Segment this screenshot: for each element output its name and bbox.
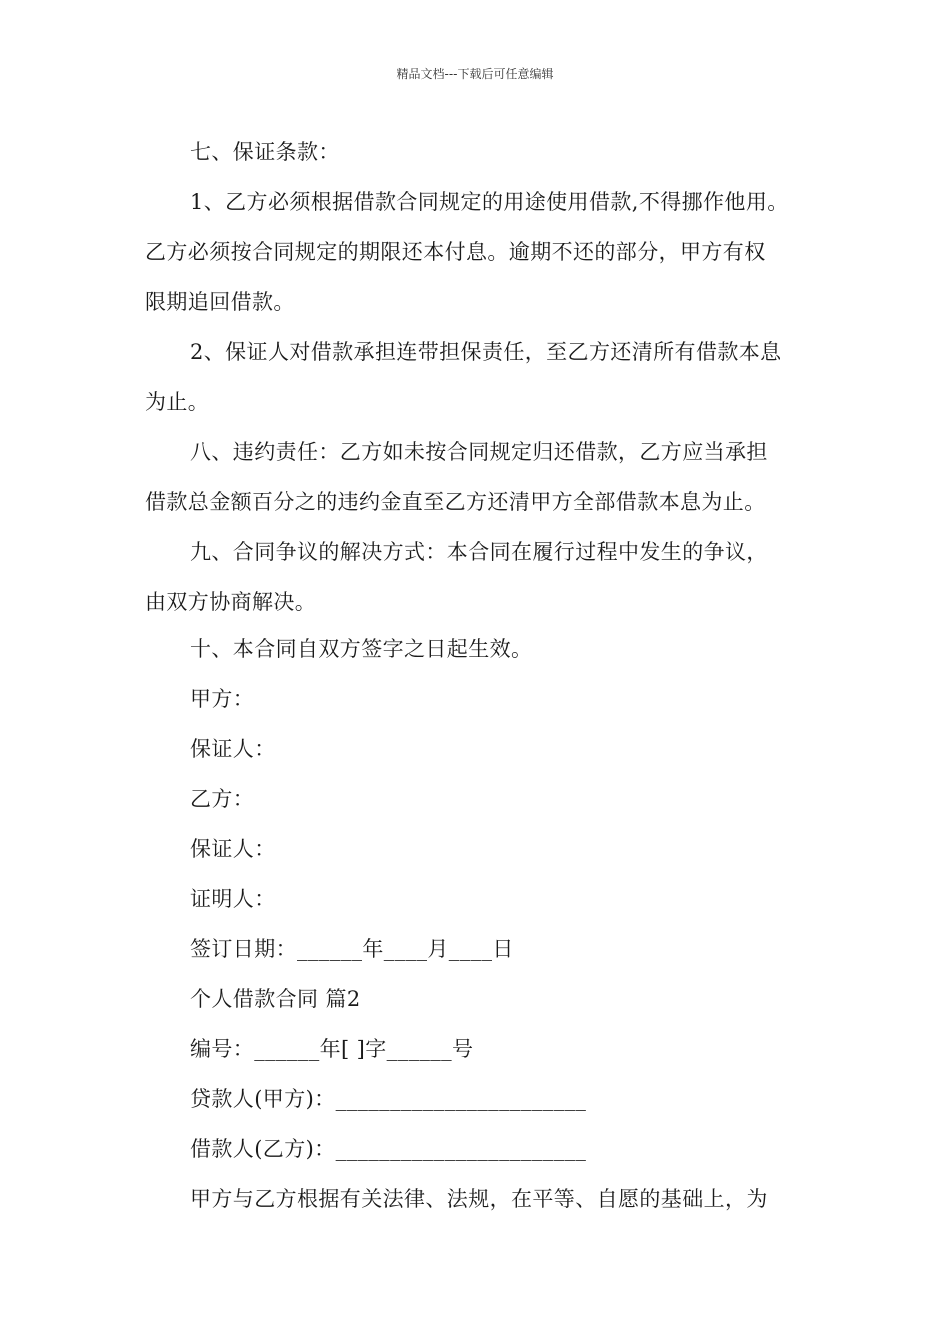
page-header-note: 精品文档---下载后可任意编辑 [396,67,554,81]
contract-number: 编号：______年[ ]字______号 [190,1037,474,1061]
clause-7-1-line-2: 乙方必须按合同规定的期限还本付息。逾期不还的部分，甲方有权 [145,240,766,264]
signature-guarantor-2: 保证人： [190,837,276,861]
signature-witness: 证明人： [190,887,276,911]
signature-guarantor-1: 保证人： [190,737,276,761]
preamble-line-1: 甲方与乙方根据有关法律、法规，在平等、自愿的基础上，为 [190,1187,768,1211]
clause-7-1-line-3: 限期追回借款。 [145,290,295,314]
section-9-line-1: 九、合同争议的解决方式：本合同在履行过程中发生的争议， [190,540,768,564]
clause-7-1-line-1: 1、乙方必须根据借款合同规定的用途使用借款,不得挪作他用。 [190,190,789,214]
clause-7-2-line-2: 为止。 [145,390,210,414]
section-8-line-1: 八、违约责任：乙方如未按合同规定归还借款，乙方应当承担 [190,440,768,464]
section-10: 十、本合同自双方签字之日起生效。 [190,637,533,661]
signature-party-a: 甲方： [190,687,255,711]
borrower-field: 借款人(乙方)：_______________________ [190,1137,587,1161]
clause-7-2-line-1: 2、保证人对借款承担连带担保责任，至乙方还清所有借款本息 [190,340,782,364]
section-8-line-2: 借款总金额百分之的违约金直至乙方还清甲方全部借款本息为止。 [145,490,766,514]
contract-2-title: 个人借款合同 篇2 [190,987,361,1011]
section-7-heading: 七、保证条款： [190,140,340,164]
signature-party-b: 乙方： [190,787,255,811]
signing-date: 签订日期：______年____月____日 [190,937,514,961]
lender-field: 贷款人(甲方)：_______________________ [190,1087,587,1111]
section-9-line-2: 由双方协商解决。 [145,590,317,614]
